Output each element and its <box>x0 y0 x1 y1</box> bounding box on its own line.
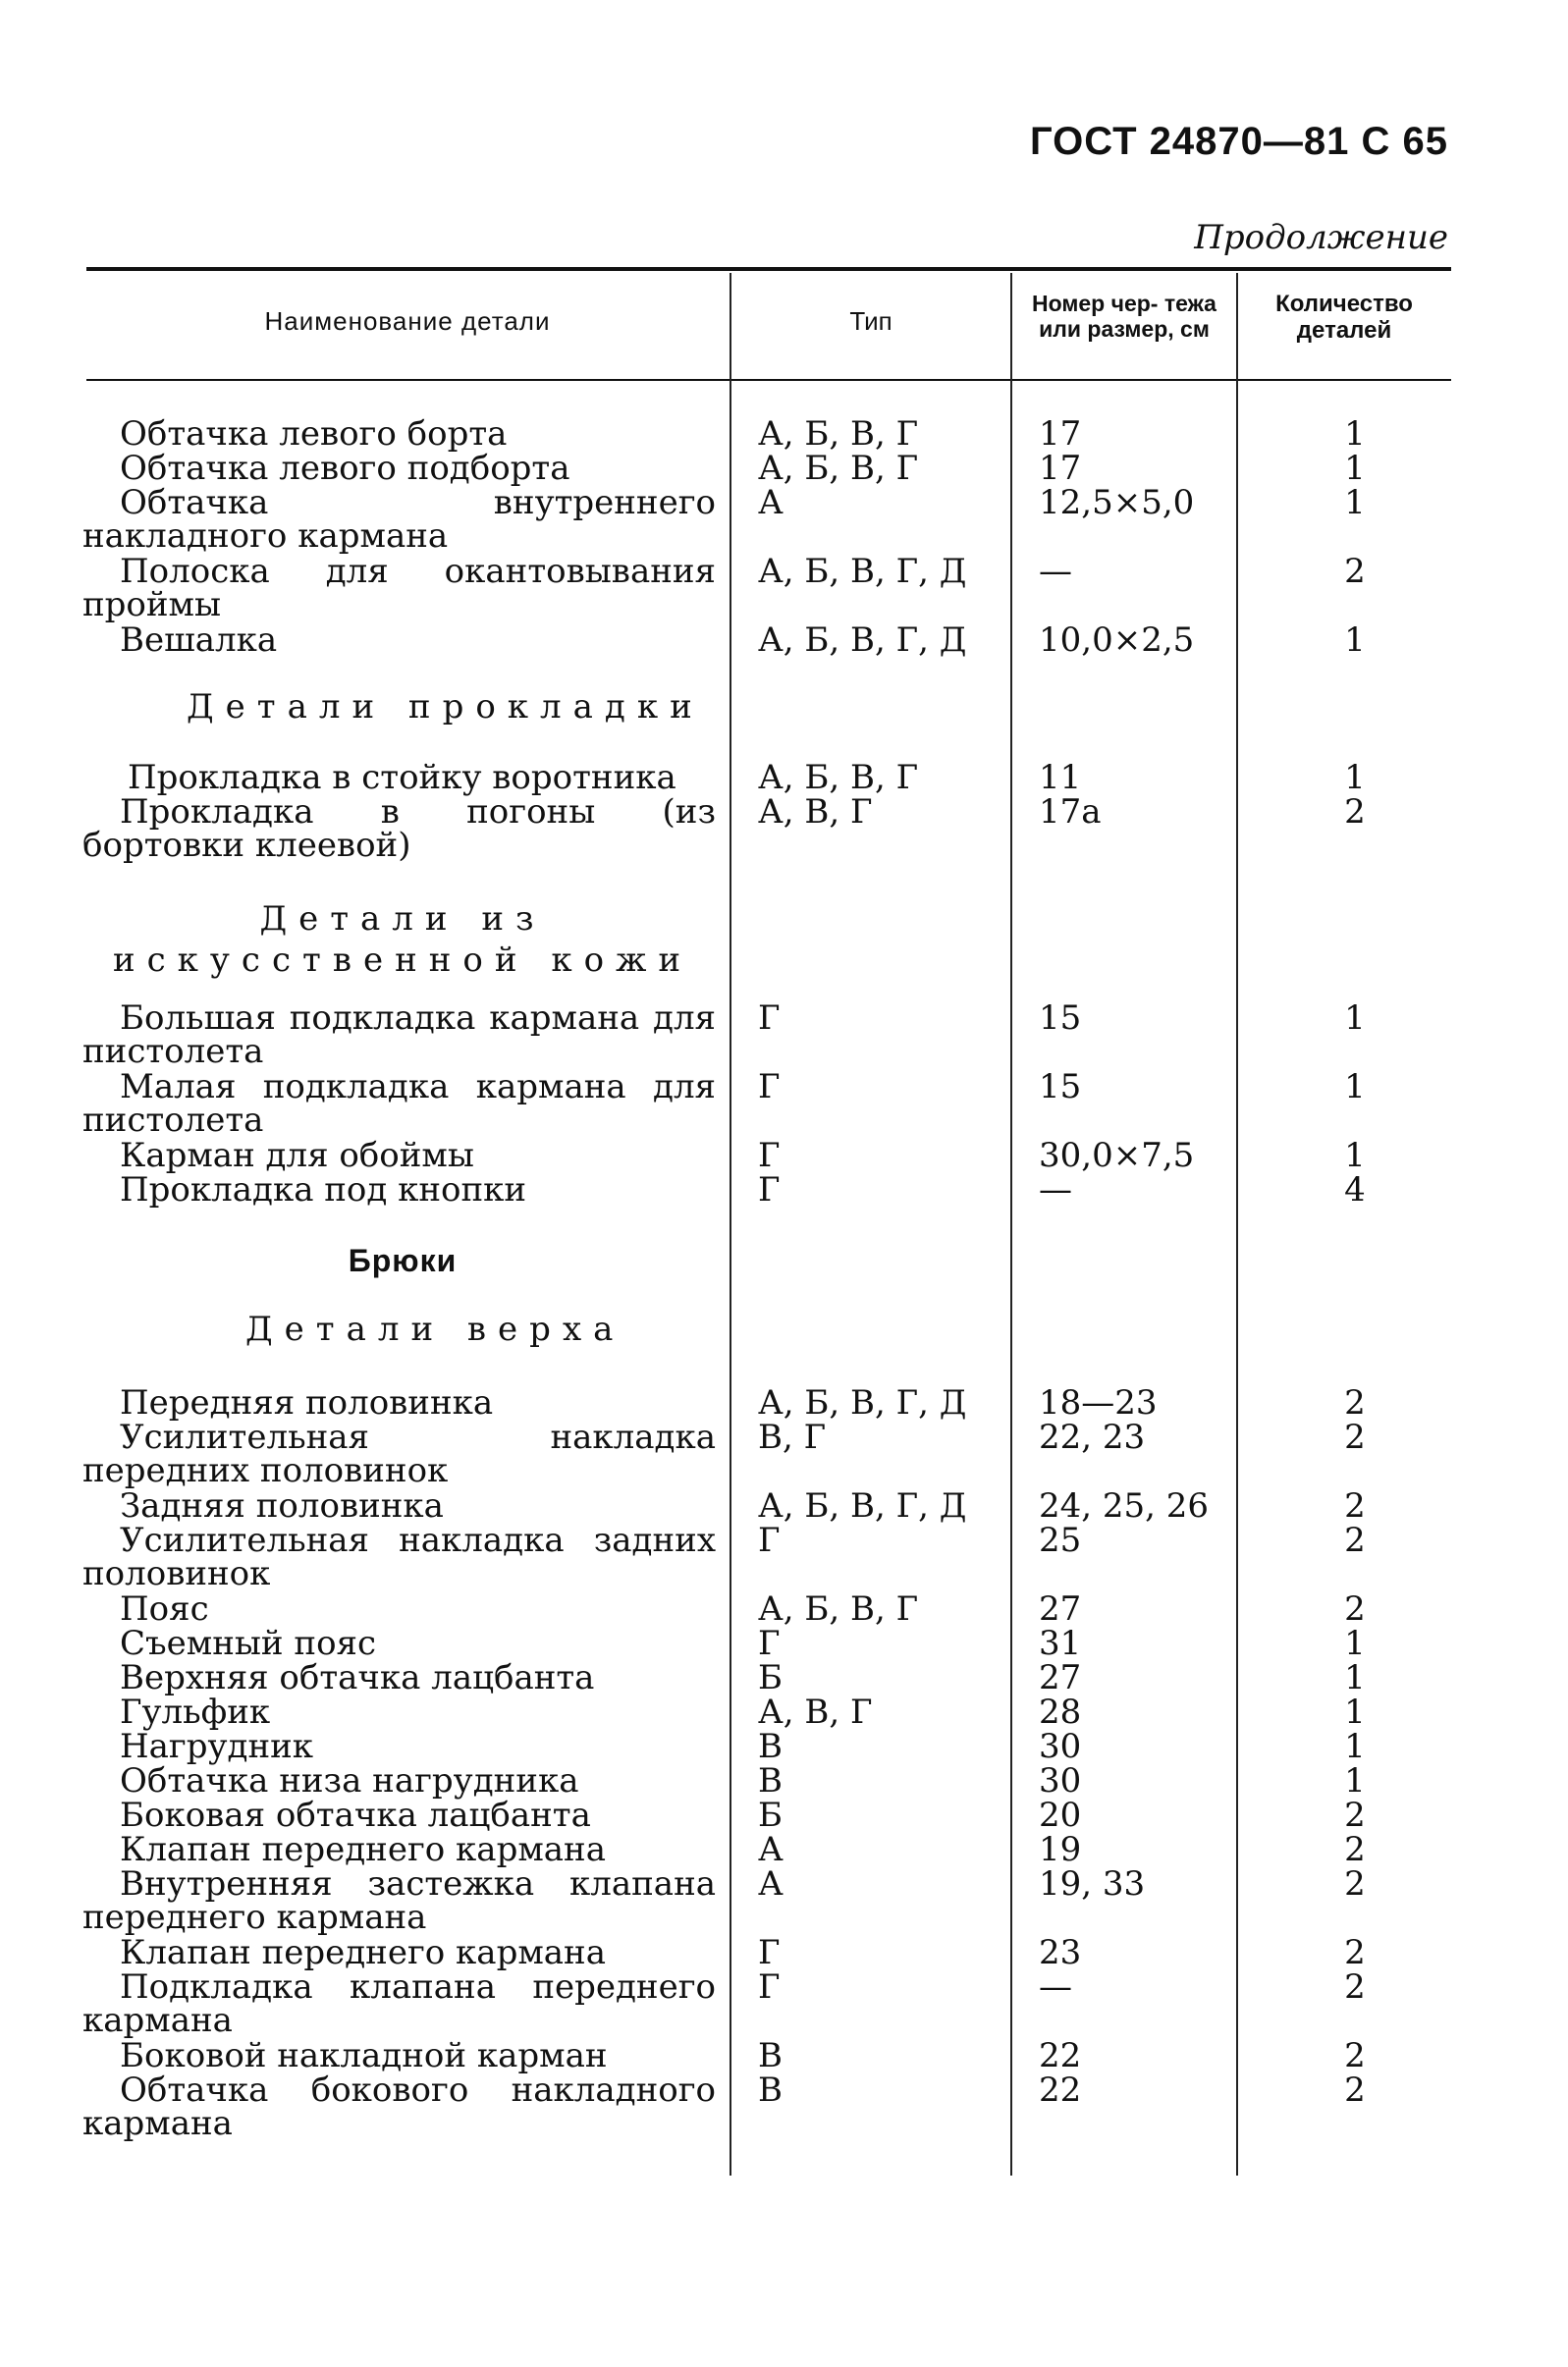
part-name: Боковая обтачка лацбанта <box>120 1796 591 1835</box>
part-quantity: 1 <box>1344 483 1366 522</box>
part-quantity: 2 <box>1344 1967 1366 2007</box>
part-type: В <box>758 2071 783 2110</box>
part-number: 23 <box>1039 1933 1082 1972</box>
part-name: Боковой накладной карман <box>120 2036 608 2075</box>
page-header: ГОСТ 24870—81 С 65 <box>1029 120 1448 163</box>
part-name: Гульфик <box>120 1693 271 1732</box>
part-type: Г <box>758 998 781 1038</box>
part-type: А, В, Г <box>758 792 873 832</box>
part-type: А, Б, В, Г, Д <box>758 1383 967 1423</box>
part-name: Съемный пояс <box>120 1624 377 1663</box>
section-heading: Детали верха <box>245 1310 625 1349</box>
part-type: Б <box>758 1796 783 1835</box>
column-divider <box>1236 273 1238 2176</box>
part-number: 24, 25, 26 <box>1039 1486 1210 1526</box>
part-number: 12,5×5,0 <box>1039 483 1195 522</box>
part-number: 22, 23 <box>1039 1418 1146 1457</box>
part-name: Обтачка левого борта <box>120 414 508 454</box>
part-type: А, Б, В, Г <box>758 449 919 488</box>
part-quantity: 2 <box>1344 1383 1366 1423</box>
part-number: 30 <box>1039 1727 1082 1766</box>
column-header-quantity: Количество деталей <box>1275 291 1413 344</box>
part-quantity: 2 <box>1344 1864 1366 1904</box>
part-quantity: 4 <box>1344 1170 1366 1210</box>
part-quantity: 1 <box>1344 1136 1366 1175</box>
part-name: Пояс <box>120 1589 209 1629</box>
part-quantity: 1 <box>1344 758 1366 797</box>
part-quantity: 2 <box>1344 1589 1366 1629</box>
part-quantity: 2 <box>1344 1933 1366 1972</box>
part-name: Обтачка бокового накладного кармана <box>82 2071 716 2143</box>
part-name: Обтачка левого подборта <box>120 449 570 488</box>
part-quantity: 1 <box>1344 1624 1366 1663</box>
part-name: Малая подкладка кармана для пистолета <box>82 1067 716 1140</box>
part-type: Г <box>758 1170 781 1210</box>
part-name: Прокладка в стойку воротника <box>128 758 676 797</box>
section-title-trousers: Брюки <box>348 1243 458 1278</box>
part-name: Прокладка в погоны (из бортовки клеевой) <box>82 792 716 865</box>
part-name: Полоска для окантовывания проймы <box>82 552 716 624</box>
part-type: А, В, Г <box>758 1693 873 1732</box>
part-number: 10,0×2,5 <box>1039 620 1195 660</box>
part-quantity: 2 <box>1344 1521 1366 1560</box>
part-type: Г <box>758 1521 781 1560</box>
part-number: 22 <box>1039 2071 1082 2110</box>
part-type: А, Б, В, Г <box>758 414 919 454</box>
column-divider <box>730 273 731 2176</box>
part-number: 19 <box>1039 1830 1082 1869</box>
part-name: Передняя половинка <box>120 1383 494 1423</box>
part-name: Задняя половинка <box>120 1486 444 1526</box>
part-number: 18—23 <box>1039 1383 1158 1423</box>
part-name: Прокладка под кнопки <box>120 1170 527 1210</box>
part-type: А, Б, В, Г, Д <box>758 620 967 660</box>
section-heading: Детали из искусственной кожи <box>112 899 693 980</box>
part-quantity: 1 <box>1344 449 1366 488</box>
part-name: Подкладка клапана переднего кармана <box>82 1967 716 2040</box>
part-type: Г <box>758 1624 781 1663</box>
part-quantity: 2 <box>1344 2036 1366 2075</box>
part-name: Вешалка <box>120 620 278 660</box>
part-quantity: 2 <box>1344 1796 1366 1835</box>
part-quantity: 2 <box>1344 792 1366 832</box>
part-name: Клапан переднего кармана <box>120 1830 606 1869</box>
part-number: — <box>1039 552 1072 591</box>
part-number: 17а <box>1039 792 1102 832</box>
part-quantity: 1 <box>1344 1761 1366 1801</box>
continuation-label: Продолжение <box>1194 218 1448 257</box>
part-name: Большая подкладка кармана для пистолета <box>82 998 716 1071</box>
table-top-rule <box>86 267 1451 271</box>
part-type: В <box>758 2036 783 2075</box>
part-type: В <box>758 1727 783 1766</box>
part-number: 17 <box>1039 449 1082 488</box>
part-name: Усилительная накладка передних половинок <box>82 1418 716 1490</box>
part-name: Клапан переднего кармана <box>120 1933 606 1972</box>
part-type: А, Б, В, Г, Д <box>758 1486 967 1526</box>
part-quantity: 1 <box>1344 1693 1366 1732</box>
column-header-name: Наименование детали <box>264 306 551 336</box>
part-type: А, Б, В, Г <box>758 758 919 797</box>
part-type: А, Б, В, Г <box>758 1589 919 1629</box>
part-number: 15 <box>1039 998 1082 1038</box>
part-number: 27 <box>1039 1658 1082 1697</box>
part-quantity: 2 <box>1344 552 1366 591</box>
part-number: 25 <box>1039 1521 1082 1560</box>
part-name: Обтачка низа нагрудника <box>120 1761 579 1801</box>
part-type: А <box>758 483 784 522</box>
part-name: Нагрудник <box>120 1727 314 1766</box>
part-type: Г <box>758 1933 781 1972</box>
part-type: В, Г <box>758 1418 827 1457</box>
part-quantity: 1 <box>1344 1067 1366 1106</box>
part-number: — <box>1039 1170 1072 1210</box>
part-name: Верхняя обтачка лацбанта <box>120 1658 595 1697</box>
part-type: А, Б, В, Г, Д <box>758 552 967 591</box>
part-quantity: 1 <box>1344 414 1366 454</box>
part-quantity: 1 <box>1344 620 1366 660</box>
part-quantity: 2 <box>1344 1418 1366 1457</box>
part-type: В <box>758 1761 783 1801</box>
part-type: Б <box>758 1658 783 1697</box>
part-number: 17 <box>1039 414 1082 454</box>
part-name: Обтачка внутреннего накладного кармана <box>82 483 716 556</box>
part-number: — <box>1039 1967 1072 2007</box>
part-number: 28 <box>1039 1693 1082 1732</box>
column-header-type: Тип <box>849 306 892 336</box>
part-type: Г <box>758 1136 781 1175</box>
part-number: 30 <box>1039 1761 1082 1801</box>
part-number: 11 <box>1039 758 1082 797</box>
part-quantity: 1 <box>1344 1727 1366 1766</box>
part-quantity: 2 <box>1344 1830 1366 1869</box>
part-type: Г <box>758 1067 781 1106</box>
table-header-rule <box>86 379 1451 381</box>
part-name: Внутренняя застежка клапана переднего кармана <box>82 1864 716 1937</box>
part-number: 20 <box>1039 1796 1082 1835</box>
part-number: 31 <box>1039 1624 1082 1663</box>
column-divider <box>1010 273 1012 2176</box>
part-number: 27 <box>1039 1589 1082 1629</box>
part-name: Карман для обоймы <box>120 1136 474 1175</box>
part-type: А <box>758 1864 784 1904</box>
section-heading: Детали прокладки <box>187 687 704 726</box>
part-number: 22 <box>1039 2036 1082 2075</box>
part-quantity: 2 <box>1344 1486 1366 1526</box>
part-type: А <box>758 1830 784 1869</box>
column-header-number: Номер чер- тежа или размер, см <box>1032 291 1217 342</box>
part-number: 30,0×7,5 <box>1039 1136 1195 1175</box>
part-number: 19, 33 <box>1039 1864 1146 1904</box>
part-quantity: 1 <box>1344 1658 1366 1697</box>
part-quantity: 1 <box>1344 998 1366 1038</box>
part-type: Г <box>758 1967 781 2007</box>
part-name: Усилительная накладка задних половинок <box>82 1521 716 1593</box>
part-number: 15 <box>1039 1067 1082 1106</box>
part-quantity: 2 <box>1344 2071 1366 2110</box>
